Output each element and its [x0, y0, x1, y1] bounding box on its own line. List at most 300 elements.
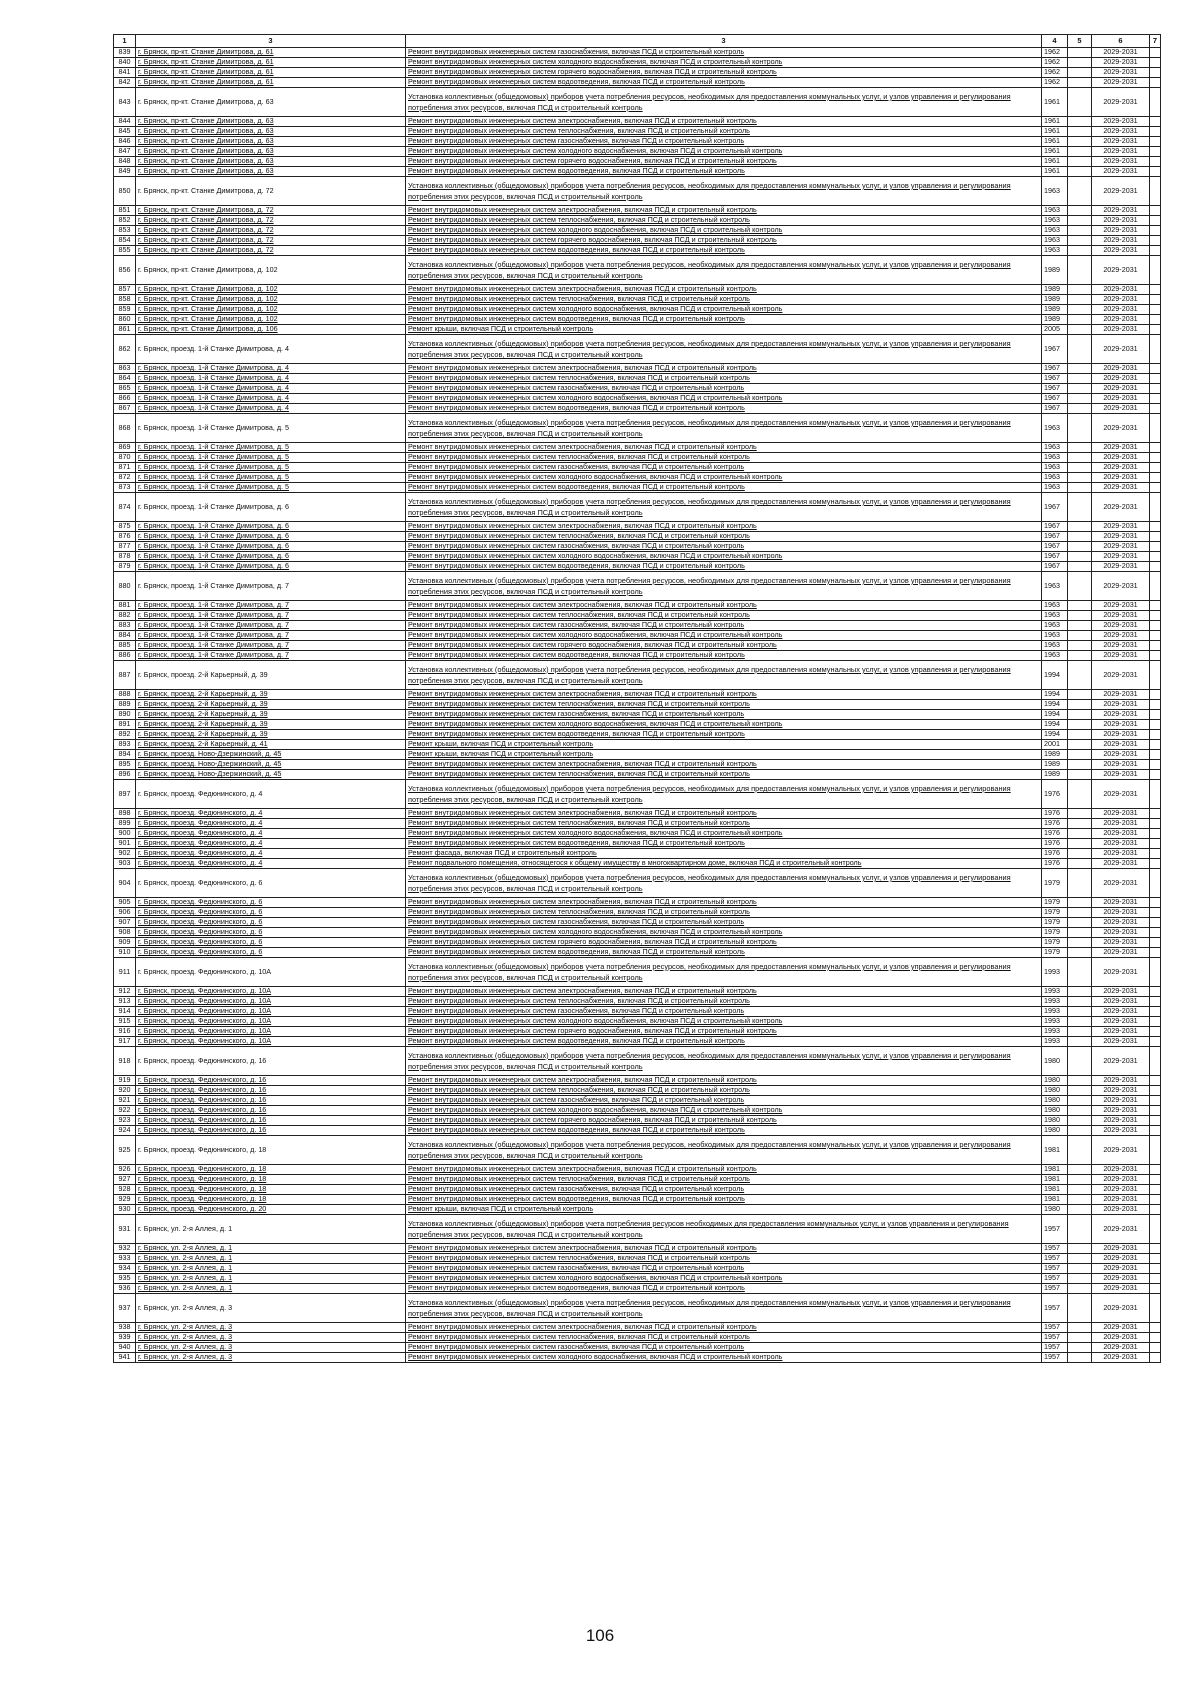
empty-cell	[1150, 147, 1161, 157]
table-row	[114, 780, 1161, 809]
table-row	[114, 1323, 1161, 1333]
table-row	[114, 829, 1161, 839]
year-cell: 1979	[1042, 918, 1068, 928]
table-row	[114, 1027, 1161, 1037]
empty-cell	[1150, 493, 1161, 522]
empty-cell	[1150, 414, 1161, 443]
address-cell: г. Брянск, пр-кт. Станке Димитрова, д. 102	[136, 315, 406, 325]
empty-cell	[1068, 1027, 1092, 1037]
period-cell: 2029-2031	[1092, 137, 1150, 147]
period-cell: 2029-2031	[1092, 493, 1150, 522]
empty-cell	[1068, 849, 1092, 859]
empty-cell	[1068, 1037, 1092, 1047]
empty-cell	[1068, 137, 1092, 147]
row-number-cell: 936	[114, 1284, 136, 1294]
address-cell: г. Брянск, проезд. Федюнинского, д. 16	[136, 1086, 406, 1096]
work-type-cell: Ремонт внутридомовых инженерных систем горячего водоснабжения, включая ПСД и строительный контроль	[406, 68, 1042, 78]
empty-cell	[1150, 226, 1161, 236]
period-cell: 2029-2031	[1092, 958, 1150, 987]
period-cell: 2029-2031	[1092, 1343, 1150, 1353]
address-cell: г. Брянск, пр-кт. Станке Димитрова, д. 63	[136, 147, 406, 157]
address-cell: г. Брянск, проезд. Федюнинского, д. 6	[136, 908, 406, 918]
empty-cell	[1150, 1254, 1161, 1264]
address-cell: г. Брянск, проезд. Федюнинского, д. 10А	[136, 958, 406, 987]
year-cell: 1989	[1042, 770, 1068, 780]
header-row	[114, 35, 1161, 48]
work-type-cell: Ремонт внутридомовых инженерных систем электроснабжения, включая ПСД и строительный контроль	[406, 760, 1042, 770]
empty-cell	[1068, 48, 1092, 58]
work-type-cell: Ремонт внутридомовых инженерных систем теплоснабжения, включая ПСД и строительный контроль	[406, 127, 1042, 137]
row-number-cell: 858	[114, 295, 136, 305]
empty-cell	[1150, 325, 1161, 335]
empty-cell	[1068, 236, 1092, 246]
period-cell: 2029-2031	[1092, 1116, 1150, 1126]
empty-cell	[1150, 809, 1161, 819]
empty-cell	[1068, 1195, 1092, 1205]
year-cell: 1967	[1042, 404, 1068, 414]
address-cell: г. Брянск, ул. 2-я Аллея, д. 1	[136, 1215, 406, 1244]
work-type-cell: Ремонт внутридомовых инженерных систем водоотведения, включая ПСД и строительный контроль	[406, 562, 1042, 572]
empty-cell	[1150, 601, 1161, 611]
work-type-cell: Ремонт внутридомовых инженерных систем холодного водоснабжения, включая ПСД и строительный контроль	[406, 473, 1042, 483]
empty-cell	[1068, 908, 1092, 918]
work-type-cell: Ремонт внутридомовых инженерных систем электроснабжения, включая ПСД и строительный контроль	[406, 443, 1042, 453]
table-row	[114, 651, 1161, 661]
empty-cell	[1150, 562, 1161, 572]
work-type-cell: Ремонт внутридомовых инженерных систем теплоснабжения, включая ПСД и строительный контроль	[406, 1175, 1042, 1185]
address-cell: г. Брянск, проезд. Федюнинского, д. 6	[136, 869, 406, 898]
work-type-cell: Ремонт внутридомовых инженерных систем электроснабжения, включая ПСД и строительный контроль	[406, 987, 1042, 997]
year-cell: 1981	[1042, 1195, 1068, 1205]
empty-cell	[1150, 1175, 1161, 1185]
year-cell: 1963	[1042, 621, 1068, 631]
row-number-cell: 864	[114, 374, 136, 384]
address-cell: г. Брянск, ул. 2-я Аллея, д. 1	[136, 1264, 406, 1274]
address-cell: г. Брянск, ул. 2-я Аллея, д. 3	[136, 1343, 406, 1353]
table-body	[114, 35, 1161, 1363]
address-cell: г. Брянск, проезд. 1-й Станке Димитрова, д. 5	[136, 453, 406, 463]
empty-cell	[1068, 928, 1092, 938]
year-cell: 1989	[1042, 256, 1068, 285]
period-cell: 2029-2031	[1092, 987, 1150, 997]
empty-cell	[1068, 1254, 1092, 1264]
table-row	[114, 710, 1161, 720]
period-cell: 2029-2031	[1092, 1353, 1150, 1363]
empty-cell	[1068, 839, 1092, 849]
row-number-cell: 846	[114, 137, 136, 147]
year-cell: 1963	[1042, 443, 1068, 453]
year-cell: 2001	[1042, 740, 1068, 750]
header-cell-col-7: 7	[1150, 35, 1161, 48]
empty-cell	[1150, 1017, 1161, 1027]
period-cell: 2029-2031	[1092, 819, 1150, 829]
table-row	[114, 305, 1161, 315]
row-number-cell: 908	[114, 928, 136, 938]
empty-cell	[1150, 869, 1161, 898]
year-cell: 1961	[1042, 167, 1068, 177]
row-number-cell: 920	[114, 1086, 136, 1096]
period-cell: 2029-2031	[1092, 206, 1150, 216]
year-cell: 1979	[1042, 938, 1068, 948]
work-type-cell: Ремонт внутридомовых инженерных систем горячего водоснабжения, включая ПСД и строительный контроль	[406, 1116, 1042, 1126]
work-type-cell: Ремонт внутридомовых инженерных систем электроснабжения, включая ПСД и строительный контроль	[406, 1244, 1042, 1254]
year-cell: 1980	[1042, 1116, 1068, 1126]
table-row	[114, 216, 1161, 226]
empty-cell	[1068, 226, 1092, 236]
work-type-cell: Ремонт внутридомовых инженерных систем холодного водоснабжения, включая ПСД и строительный контроль	[406, 631, 1042, 641]
address-cell: г. Брянск, пр-кт. Станке Димитрова, д. 63	[136, 127, 406, 137]
table-row	[114, 987, 1161, 997]
empty-cell	[1150, 167, 1161, 177]
row-number-cell: 867	[114, 404, 136, 414]
row-number-cell: 940	[114, 1343, 136, 1353]
row-number-cell: 902	[114, 849, 136, 859]
table-row	[114, 819, 1161, 829]
work-type-cell: Ремонт внутридомовых инженерных систем теплоснабжения, включая ПСД и строительный контроль	[406, 374, 1042, 384]
empty-cell	[1150, 552, 1161, 562]
period-cell: 2029-2031	[1092, 997, 1150, 1007]
row-number-cell: 892	[114, 730, 136, 740]
row-number-cell: 877	[114, 542, 136, 552]
year-cell: 1962	[1042, 78, 1068, 88]
table-row	[114, 157, 1161, 167]
work-type-cell: Ремонт внутридомовых инженерных систем водоотведения, включая ПСД и строительный контроль	[406, 1126, 1042, 1136]
empty-cell	[1150, 1106, 1161, 1116]
address-cell: г. Брянск, проезд. Федюнинского, д. 18	[136, 1136, 406, 1165]
year-cell: 1962	[1042, 58, 1068, 68]
empty-cell	[1068, 1205, 1092, 1215]
address-cell: г. Брянск, пр-кт. Станке Димитрова, д. 72	[136, 236, 406, 246]
address-cell: г. Брянск, проезд. Федюнинского, д. 16	[136, 1076, 406, 1086]
empty-cell	[1150, 1126, 1161, 1136]
year-cell: 1976	[1042, 819, 1068, 829]
empty-cell	[1068, 621, 1092, 631]
row-number-cell: 881	[114, 601, 136, 611]
period-cell: 2029-2031	[1092, 839, 1150, 849]
empty-cell	[1068, 819, 1092, 829]
row-number-cell: 875	[114, 522, 136, 532]
year-cell: 1979	[1042, 898, 1068, 908]
table-row	[114, 473, 1161, 483]
empty-cell	[1068, 305, 1092, 315]
address-cell: г. Брянск, пр-кт. Станке Димитрова, д. 102	[136, 285, 406, 295]
period-cell: 2029-2031	[1092, 1323, 1150, 1333]
work-type-cell: Ремонт внутридомовых инженерных систем газоснабжения, включая ПСД и строительный контроль	[406, 384, 1042, 394]
header-cell-col-address: 3	[136, 35, 406, 48]
table-row	[114, 1106, 1161, 1116]
empty-cell	[1068, 1284, 1092, 1294]
year-cell: 1967	[1042, 384, 1068, 394]
address-cell: г. Брянск, проезд. Федюнинского, д. 4	[136, 809, 406, 819]
row-number-cell: 841	[114, 68, 136, 78]
empty-cell	[1150, 315, 1161, 325]
address-cell: г. Брянск, пр-кт. Станке Димитрова, д. 72	[136, 206, 406, 216]
empty-cell	[1150, 206, 1161, 216]
address-cell: г. Брянск, проезд. Федюнинского, д. 20	[136, 1205, 406, 1215]
address-cell: г. Брянск, проезд. Федюнинского, д. 6	[136, 948, 406, 958]
work-type-cell: Ремонт внутридомовых инженерных систем электроснабжения, включая ПСД и строительный контроль	[406, 1165, 1042, 1175]
address-cell: г. Брянск, проезд. Федюнинского, д. 4	[136, 839, 406, 849]
period-cell: 2029-2031	[1092, 315, 1150, 325]
work-type-cell: Ремонт внутридомовых инженерных систем газоснабжения, включая ПСД и строительный контроль	[406, 137, 1042, 147]
row-number-cell: 910	[114, 948, 136, 958]
period-cell: 2029-2031	[1092, 453, 1150, 463]
year-cell: 1994	[1042, 661, 1068, 690]
empty-cell	[1068, 869, 1092, 898]
row-number-cell: 922	[114, 1106, 136, 1116]
table-row	[114, 601, 1161, 611]
period-cell: 2029-2031	[1092, 48, 1150, 58]
empty-cell	[1150, 760, 1161, 770]
period-cell: 2029-2031	[1092, 216, 1150, 226]
empty-cell	[1068, 641, 1092, 651]
empty-cell	[1068, 740, 1092, 750]
year-cell: 1963	[1042, 473, 1068, 483]
empty-cell	[1068, 1264, 1092, 1274]
work-type-cell: Установка коллективных (общедомовых) приборов учета потребления ресурсов, необходимых для предоставления коммунальных услуг, и узлов управления и регулирования потребления этих ресурсов, включая ПСД и строительный контроль	[406, 493, 1042, 522]
period-cell: 2029-2031	[1092, 532, 1150, 542]
work-type-cell: Ремонт внутридомовых инженерных систем водоотведения, включая ПСД и строительный контроль	[406, 315, 1042, 325]
year-cell: 1963	[1042, 414, 1068, 443]
period-cell: 2029-2031	[1092, 1007, 1150, 1017]
period-cell: 2029-2031	[1092, 859, 1150, 869]
period-cell: 2029-2031	[1092, 88, 1150, 117]
address-cell: г. Брянск, проезд. Федюнинского, д. 16	[136, 1106, 406, 1116]
empty-cell	[1150, 483, 1161, 493]
year-cell: 1976	[1042, 809, 1068, 819]
year-cell: 1963	[1042, 216, 1068, 226]
work-type-cell: Ремонт внутридомовых инженерных систем холодного водоснабжения, включая ПСД и строительный контроль	[406, 1106, 1042, 1116]
year-cell: 1963	[1042, 206, 1068, 216]
work-type-cell: Установка коллективных (общедомовых) приборов учета потребления ресурсов, необходимых для предоставления коммунальных услуг, и узлов управления и регулирования потребления этих ресурсов, включая ПСД и строительный контроль	[406, 177, 1042, 206]
work-type-cell: Ремонт внутридомовых инженерных систем электроснабжения, включая ПСД и строительный контроль	[406, 206, 1042, 216]
table-row	[114, 127, 1161, 137]
row-number-cell: 941	[114, 1353, 136, 1363]
year-cell: 1980	[1042, 1106, 1068, 1116]
period-cell: 2029-2031	[1092, 621, 1150, 631]
work-type-cell: Ремонт внутридомовых инженерных систем холодного водоснабжения, включая ПСД и строительный контроль	[406, 1017, 1042, 1027]
period-cell: 2029-2031	[1092, 414, 1150, 443]
empty-cell	[1068, 631, 1092, 641]
year-cell: 1993	[1042, 1007, 1068, 1017]
address-cell: г. Брянск, проезд. Федюнинского, д. 16	[136, 1047, 406, 1076]
table-row	[114, 295, 1161, 305]
year-cell: 1989	[1042, 305, 1068, 315]
row-number-cell: 849	[114, 167, 136, 177]
table-row	[114, 453, 1161, 463]
empty-cell	[1068, 987, 1092, 997]
empty-cell	[1068, 1106, 1092, 1116]
empty-cell	[1150, 780, 1161, 809]
period-cell: 2029-2031	[1092, 1037, 1150, 1047]
table-row	[114, 1284, 1161, 1294]
work-type-cell: Ремонт внутридомовых инженерных систем холодного водоснабжения, включая ПСД и строительный контроль	[406, 58, 1042, 68]
row-number-cell: 889	[114, 700, 136, 710]
work-type-cell: Ремонт внутридомовых инженерных систем водоотведения, включая ПСД и строительный контроль	[406, 404, 1042, 414]
table-row	[114, 256, 1161, 285]
row-number-cell: 862	[114, 335, 136, 364]
empty-cell	[1150, 829, 1161, 839]
address-cell: г. Брянск, ул. 2-я Аллея, д. 1	[136, 1244, 406, 1254]
table-row	[114, 621, 1161, 631]
work-type-cell: Ремонт внутридомовых инженерных систем газоснабжения, включая ПСД и строительный контроль	[406, 48, 1042, 58]
row-number-cell: 869	[114, 443, 136, 453]
address-cell: г. Брянск, проезд. Федюнинского, д. 4	[136, 819, 406, 829]
period-cell: 2029-2031	[1092, 285, 1150, 295]
table-row	[114, 1215, 1161, 1244]
row-number-cell: 865	[114, 384, 136, 394]
year-cell: 1976	[1042, 839, 1068, 849]
work-type-cell: Ремонт внутридомовых инженерных систем электроснабжения, включая ПСД и строительный контроль	[406, 601, 1042, 611]
row-number-cell: 897	[114, 780, 136, 809]
empty-cell	[1150, 295, 1161, 305]
empty-cell	[1068, 295, 1092, 305]
table-row	[114, 443, 1161, 453]
table-row	[114, 898, 1161, 908]
empty-cell	[1068, 177, 1092, 206]
period-cell: 2029-2031	[1092, 167, 1150, 177]
period-cell: 2029-2031	[1092, 473, 1150, 483]
work-type-cell: Ремонт внутридомовых инженерных систем холодного водоснабжения, включая ПСД и строительный контроль	[406, 720, 1042, 730]
year-cell: 1976	[1042, 780, 1068, 809]
row-number-cell: 860	[114, 315, 136, 325]
row-number-cell: 880	[114, 572, 136, 601]
year-cell: 1963	[1042, 177, 1068, 206]
row-number-cell: 898	[114, 809, 136, 819]
period-cell: 2029-2031	[1092, 809, 1150, 819]
work-type-cell: Ремонт внутридомовых инженерных систем теплоснабжения, включая ПСД и строительный контроль	[406, 295, 1042, 305]
table-row	[114, 463, 1161, 473]
work-type-cell: Ремонт внутридомовых инженерных систем газоснабжения, включая ПСД и строительный контроль	[406, 621, 1042, 631]
empty-cell	[1068, 651, 1092, 661]
empty-cell	[1068, 809, 1092, 819]
period-cell: 2029-2031	[1092, 1185, 1150, 1195]
period-cell: 2029-2031	[1092, 1274, 1150, 1284]
empty-cell	[1068, 374, 1092, 384]
address-cell: г. Брянск, проезд. 2-й Карьерный, д. 39	[136, 710, 406, 720]
empty-cell	[1068, 1126, 1092, 1136]
empty-cell	[1150, 750, 1161, 760]
empty-cell	[1150, 918, 1161, 928]
empty-cell	[1068, 522, 1092, 532]
empty-cell	[1150, 404, 1161, 414]
address-cell: г. Брянск, проезд. Федюнинского, д. 16	[136, 1126, 406, 1136]
address-cell: г. Брянск, проезд. Федюнинского, д. 16	[136, 1096, 406, 1106]
period-cell: 2029-2031	[1092, 1106, 1150, 1116]
work-type-cell: Ремонт внутридомовых инженерных систем электроснабжения, включая ПСД и строительный контроль	[406, 117, 1042, 127]
empty-cell	[1150, 58, 1161, 68]
empty-cell	[1150, 88, 1161, 117]
empty-cell	[1068, 562, 1092, 572]
work-type-cell: Ремонт внутридомовых инженерных систем теплоснабжения, включая ПСД и строительный контроль	[406, 216, 1042, 226]
empty-cell	[1068, 147, 1092, 157]
empty-cell	[1068, 473, 1092, 483]
address-cell: г. Брянск, проезд. 1-й Станке Димитрова, д. 6	[136, 493, 406, 522]
row-number-cell: 861	[114, 325, 136, 335]
address-cell: г. Брянск, проезд. Федюнинского, д. 6	[136, 898, 406, 908]
work-type-cell: Ремонт внутридомовых инженерных систем теплоснабжения, включая ПСД и строительный контроль	[406, 997, 1042, 1007]
address-cell: г. Брянск, ул. 2-я Аллея, д. 3	[136, 1323, 406, 1333]
row-number-cell: 840	[114, 58, 136, 68]
address-cell: г. Брянск, проезд. 1-й Станке Димитрова, д. 4	[136, 394, 406, 404]
empty-cell	[1068, 256, 1092, 285]
period-cell: 2029-2031	[1092, 631, 1150, 641]
year-cell: 1962	[1042, 68, 1068, 78]
year-cell: 1980	[1042, 1205, 1068, 1215]
year-cell: 1963	[1042, 651, 1068, 661]
address-cell: г. Брянск, проезд. Федюнинского, д. 18	[136, 1195, 406, 1205]
address-cell: г. Брянск, проезд. 2-й Карьерный, д. 39	[136, 730, 406, 740]
empty-cell	[1150, 1343, 1161, 1353]
empty-cell	[1068, 414, 1092, 443]
period-cell: 2029-2031	[1092, 384, 1150, 394]
year-cell: 1976	[1042, 849, 1068, 859]
year-cell: 1967	[1042, 522, 1068, 532]
work-type-cell: Ремонт внутридомовых инженерных систем газоснабжения, включая ПСД и строительный контроль	[406, 710, 1042, 720]
row-number-cell: 896	[114, 770, 136, 780]
work-type-cell: Ремонт внутридомовых инженерных систем газоснабжения, включая ПСД и строительный контроль	[406, 1007, 1042, 1017]
table-row	[114, 948, 1161, 958]
row-number-cell: 931	[114, 1215, 136, 1244]
period-cell: 2029-2031	[1092, 1244, 1150, 1254]
empty-cell	[1068, 690, 1092, 700]
period-cell: 2029-2031	[1092, 226, 1150, 236]
address-cell: г. Брянск, проезд. Федюнинского, д. 18	[136, 1165, 406, 1175]
empty-cell	[1068, 1017, 1092, 1027]
table-row	[114, 552, 1161, 562]
period-cell: 2029-2031	[1092, 1333, 1150, 1343]
year-cell: 1963	[1042, 226, 1068, 236]
address-cell: г. Брянск, проезд. 1-й Станке Димитрова, д. 6	[136, 522, 406, 532]
period-cell: 2029-2031	[1092, 750, 1150, 760]
row-number-cell: 929	[114, 1195, 136, 1205]
table-row	[114, 1037, 1161, 1047]
table-row	[114, 740, 1161, 750]
work-type-cell: Ремонт внутридомовых инженерных систем водоотведения, включая ПСД и строительный контроль	[406, 483, 1042, 493]
address-cell: г. Брянск, проезд. Ново-Дзержинский, д. 45	[136, 760, 406, 770]
row-number-cell: 879	[114, 562, 136, 572]
row-number-cell: 891	[114, 720, 136, 730]
empty-cell	[1068, 730, 1092, 740]
empty-cell	[1068, 572, 1092, 601]
table-row	[114, 641, 1161, 651]
address-cell: г. Брянск, проезд. 1-й Станке Димитрова, д. 4	[136, 404, 406, 414]
work-type-cell: Ремонт внутридомовых инженерных систем горячего водоснабжения, включая ПСД и строительный контроль	[406, 157, 1042, 167]
year-cell: 1963	[1042, 453, 1068, 463]
period-cell: 2029-2031	[1092, 641, 1150, 651]
period-cell: 2029-2031	[1092, 522, 1150, 532]
period-cell: 2029-2031	[1092, 1017, 1150, 1027]
empty-cell	[1150, 690, 1161, 700]
work-type-cell: Ремонт внутридомовых инженерных систем водоотведения, включая ПСД и строительный контроль	[406, 651, 1042, 661]
period-cell: 2029-2031	[1092, 1205, 1150, 1215]
table-row	[114, 1175, 1161, 1185]
address-cell: г. Брянск, пр-кт. Станке Димитрова, д. 61	[136, 48, 406, 58]
empty-cell	[1068, 710, 1092, 720]
row-number-cell: 899	[114, 819, 136, 829]
work-type-cell: Ремонт внутридомовых инженерных систем теплоснабжения, включая ПСД и строительный контроль	[406, 532, 1042, 542]
table-row	[114, 522, 1161, 532]
empty-cell	[1068, 384, 1092, 394]
empty-cell	[1068, 700, 1092, 710]
empty-cell	[1150, 661, 1161, 690]
address-cell: г. Брянск, проезд. Федюнинского, д. 10А	[136, 1037, 406, 1047]
empty-cell	[1150, 1284, 1161, 1294]
empty-cell	[1068, 1047, 1092, 1076]
empty-cell	[1150, 463, 1161, 473]
empty-cell	[1068, 1333, 1092, 1343]
empty-cell	[1068, 1165, 1092, 1175]
